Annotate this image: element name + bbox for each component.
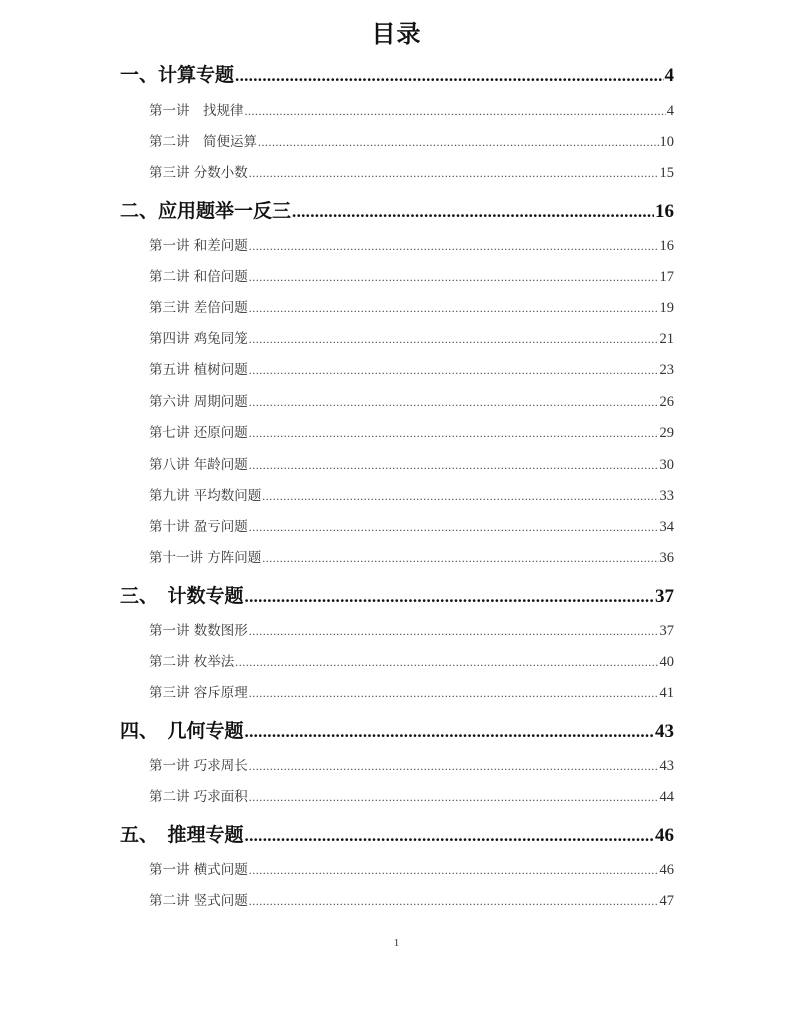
lesson-page-number: 34 [659,519,674,535]
dot-leader [249,759,659,774]
dot-leader [245,722,654,742]
lesson-title: 第二讲 竖式问题 [149,893,248,909]
chapter-title: 一、计算专题 [120,64,235,86]
toc-lesson[interactable] [149,99,674,120]
lesson-title: 第一讲 数数图形 [149,623,248,639]
dot-leader [262,551,658,566]
page-number: 1 [393,937,400,949]
lesson-page-number: 29 [659,425,674,441]
dot-leader [249,301,659,316]
lesson-title: 第十一讲 方阵问题 [149,550,262,566]
lesson-page-number: 19 [659,300,674,316]
lesson-page-number: 46 [659,862,674,878]
lesson-page-number: 47 [659,893,674,909]
dot-leader [249,863,659,878]
lesson-title: 第六讲 周期问题 [149,394,248,410]
lesson-page-number: 16 [659,238,674,254]
toc-chapter[interactable] [120,581,674,608]
toc-lesson[interactable] [149,453,674,474]
toc-lesson[interactable] [149,390,674,411]
toc-lesson[interactable] [149,515,674,536]
lesson-title: 第三讲 分数小数 [149,165,248,181]
dot-leader [245,104,666,119]
lesson-title: 第十讲 盈亏问题 [149,519,248,535]
dot-leader [235,66,663,86]
lesson-page-number: 17 [659,269,674,285]
toc-chapter[interactable] [120,60,674,87]
toc-lesson[interactable] [149,484,674,505]
toc-lesson[interactable] [149,161,674,182]
lesson-page-number: 4 [666,103,674,119]
dot-leader [249,520,659,535]
dot-leader [235,655,658,670]
dot-leader [249,332,659,347]
dot-leader [249,166,659,181]
toc-chapter[interactable] [120,716,674,743]
lesson-title: 第一讲 找规律 [149,103,244,119]
lesson-title: 第一讲 横式问题 [149,862,248,878]
toc-lesson[interactable] [149,619,674,640]
lesson-title: 第三讲 差倍问题 [149,300,248,316]
toc-lesson[interactable] [149,130,674,151]
chapter-page-number: 4 [664,65,674,86]
lesson-title: 第一讲 和差问题 [149,238,248,254]
lesson-page-number: 37 [659,623,674,639]
lesson-page-number: 33 [659,488,674,504]
toc-lesson[interactable] [149,546,674,567]
lesson-title: 第四讲 鸡兔同笼 [149,331,248,347]
chapter-page-number: 37 [655,586,674,607]
chapter-title: 三、 计数专题 [120,585,244,607]
dot-leader [249,458,659,473]
lesson-title: 第二讲 和倍问题 [149,269,248,285]
dot-leader [249,395,659,410]
chapter-title: 五、 推理专题 [120,824,244,846]
toc-lesson[interactable] [149,754,674,775]
toc-lesson[interactable] [149,681,674,702]
lesson-page-number: 23 [659,362,674,378]
chapter-title: 四、 几何专题 [120,720,244,742]
page-title: 目录 [371,20,422,48]
lesson-page-number: 40 [659,654,674,670]
dot-leader [249,790,659,805]
toc-lesson[interactable] [149,327,674,348]
toc-lesson[interactable] [149,358,674,379]
lesson-title: 第八讲 年龄问题 [149,457,248,473]
toc-lesson[interactable] [149,858,674,879]
chapter-title: 二、应用题举一反三 [120,200,292,222]
lesson-page-number: 41 [659,685,674,701]
dot-leader [258,135,659,150]
toc-lesson[interactable] [149,421,674,442]
lesson-page-number: 26 [659,394,674,410]
lesson-page-number: 10 [659,134,674,150]
toc-lesson[interactable] [149,785,674,806]
toc-lesson[interactable] [149,889,674,910]
dot-leader [245,587,654,607]
dot-leader [249,894,659,909]
toc-lesson[interactable] [149,265,674,286]
lesson-title: 第二讲 枚举法 [149,654,235,670]
dot-leader [249,624,659,639]
lesson-title: 第一讲 巧求周长 [149,758,248,774]
toc-chapter[interactable] [120,820,674,847]
lesson-title: 第二讲 巧求面积 [149,789,248,805]
lesson-page-number: 21 [659,331,674,347]
lesson-title: 第九讲 平均数问题 [149,488,262,504]
dot-leader [249,426,659,441]
chapter-page-number: 16 [655,201,674,222]
chapter-page-number: 46 [655,825,674,846]
dot-leader [249,239,659,254]
dot-leader [249,686,659,701]
lesson-page-number: 30 [659,457,674,473]
toc-lesson[interactable] [149,296,674,317]
chapter-page-number: 43 [655,721,674,742]
lesson-page-number: 15 [659,165,674,181]
lesson-title: 第七讲 还原问题 [149,425,248,441]
dot-leader [262,489,658,504]
lesson-title: 第二讲 简便运算 [149,134,257,150]
lesson-page-number: 36 [659,550,674,566]
lesson-page-number: 43 [659,758,674,774]
lesson-title: 第五讲 植树问题 [149,362,248,378]
toc-chapter[interactable] [120,196,674,223]
dot-leader [249,270,659,285]
toc-lesson[interactable] [149,650,674,671]
lesson-page-number: 44 [659,789,674,805]
toc-lesson[interactable] [149,234,674,255]
dot-leader [245,826,654,846]
dot-leader [249,363,659,378]
lesson-title: 第三讲 容斥原理 [149,685,248,701]
dot-leader [292,202,654,222]
